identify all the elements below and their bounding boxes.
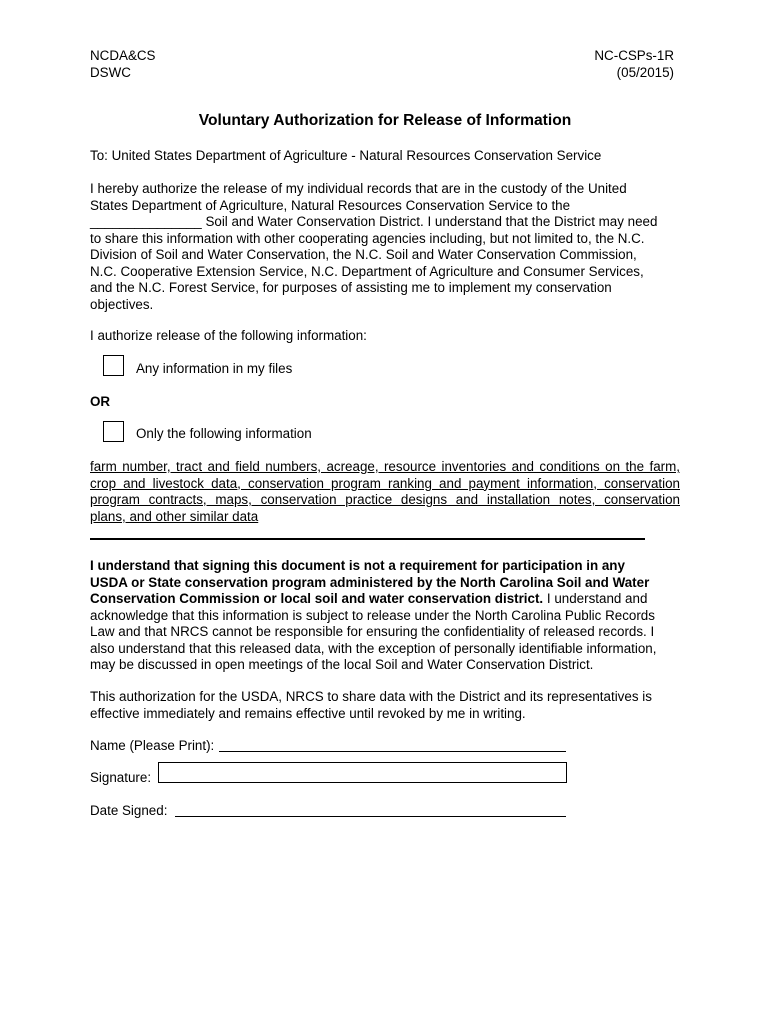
or-label: OR [90,394,111,409]
release-intro: I authorize release of the following information: [90,328,367,343]
district-name-blank[interactable]: _______________ [90,214,202,229]
understand-bold-line-2: USDA or State conservation program administered by the North Carolina Soil and Water [90,574,650,590]
effective-line-1: This authorization for the USDA, NRCS to share data with the District and its representatives is [90,689,652,704]
understand-line-3-rest: I understand and [543,591,648,606]
understand-line-3 [90,591,680,608]
auth-line-6: N.C. Cooperative Extension Service, N.C. Department of Agriculture and Consumer Services, [90,263,644,279]
info-list-line-4: plans, and other similar data [90,508,259,524]
understand-paragraph [90,558,680,674]
auth-line-3 [90,214,680,231]
header-org-line1: NCDA&CS [90,48,156,63]
signature-label: Signature: [90,770,152,785]
auth-line-8: objectives. [90,296,154,312]
auth-line-7: and the N.C. Forest Service, for purposes of assisting me to implement my conservation [90,280,612,295]
form-id: NC-CSPs-1R [594,48,674,63]
header-org-line2: DSWC [90,64,131,80]
understand-line-7: may be discussed in open meetings of the local Soil and Water Conservation District. [90,657,594,672]
auth-line-3-text: Soil and Water Conservation District. I understand that the District may need [201,214,658,229]
understand-bold-line-1: I understand that signing this document is not a requirement for participation in any [90,558,625,573]
form-date: (05/2015) [616,64,674,80]
info-list-line-2: crop and livestock data, conservation program ranking and payment information, conservation [90,475,680,491]
understand-line-4: acknowledge that this information is subject to release under the North Carolina Public Records [90,607,655,623]
effective-paragraph [90,689,690,722]
only-following-label: Only the following information [136,426,312,441]
header-org [90,48,155,81]
authorization-paragraph [90,181,680,313]
auth-line-5: Division of Soil and Water Conservation, the N.C. Soil and Water Conservation Commission, [90,247,637,262]
any-information-checkbox[interactable] [103,355,124,376]
signature-field[interactable] [158,762,567,783]
information-list[interactable] [90,459,680,525]
only-following-checkbox[interactable] [103,421,124,442]
header-form-info [594,48,674,81]
info-list-line-3: program contracts, maps, conservation practice designs and installation notes, conservation [90,492,680,507]
date-signed-label: Date Signed: [90,803,168,818]
info-list-line-1: farm number, tract and field numbers, acreage, resource inventories and conditions on the farm, [90,459,680,474]
name-field[interactable] [219,751,566,752]
to-line: To: United States Department of Agriculture - Natural Resources Conservation Service [90,148,602,163]
auth-line-2: States Department of Agriculture, Natural Resources Conservation Service to the [90,197,571,213]
any-information-label: Any information in my files [136,361,293,376]
effective-line-2: effective immediately and remains effective until revoked by me in writing. [90,705,526,721]
understand-line-6: also understand that this released data, with the exception of personally identifiable information, [90,640,657,656]
understand-bold-line-3: Conservation Commission or local soil and water conservation district. [90,591,544,606]
understand-line-5: Law and that NRCS cannot be responsible for ensuring the confidentiality of released records. I [90,624,655,639]
auth-line-4: to share this information with other cooperating agencies including, but not limited to, the N.C. [90,230,645,246]
date-signed-field[interactable] [175,816,566,817]
info-list-rule [90,538,645,540]
document-title: Voluntary Authorization for Release of Information [198,112,572,129]
name-label: Name (Please Print): [90,738,215,753]
auth-line-1: I hereby authorize the release of my individual records that are in the custody of the United [90,181,627,196]
